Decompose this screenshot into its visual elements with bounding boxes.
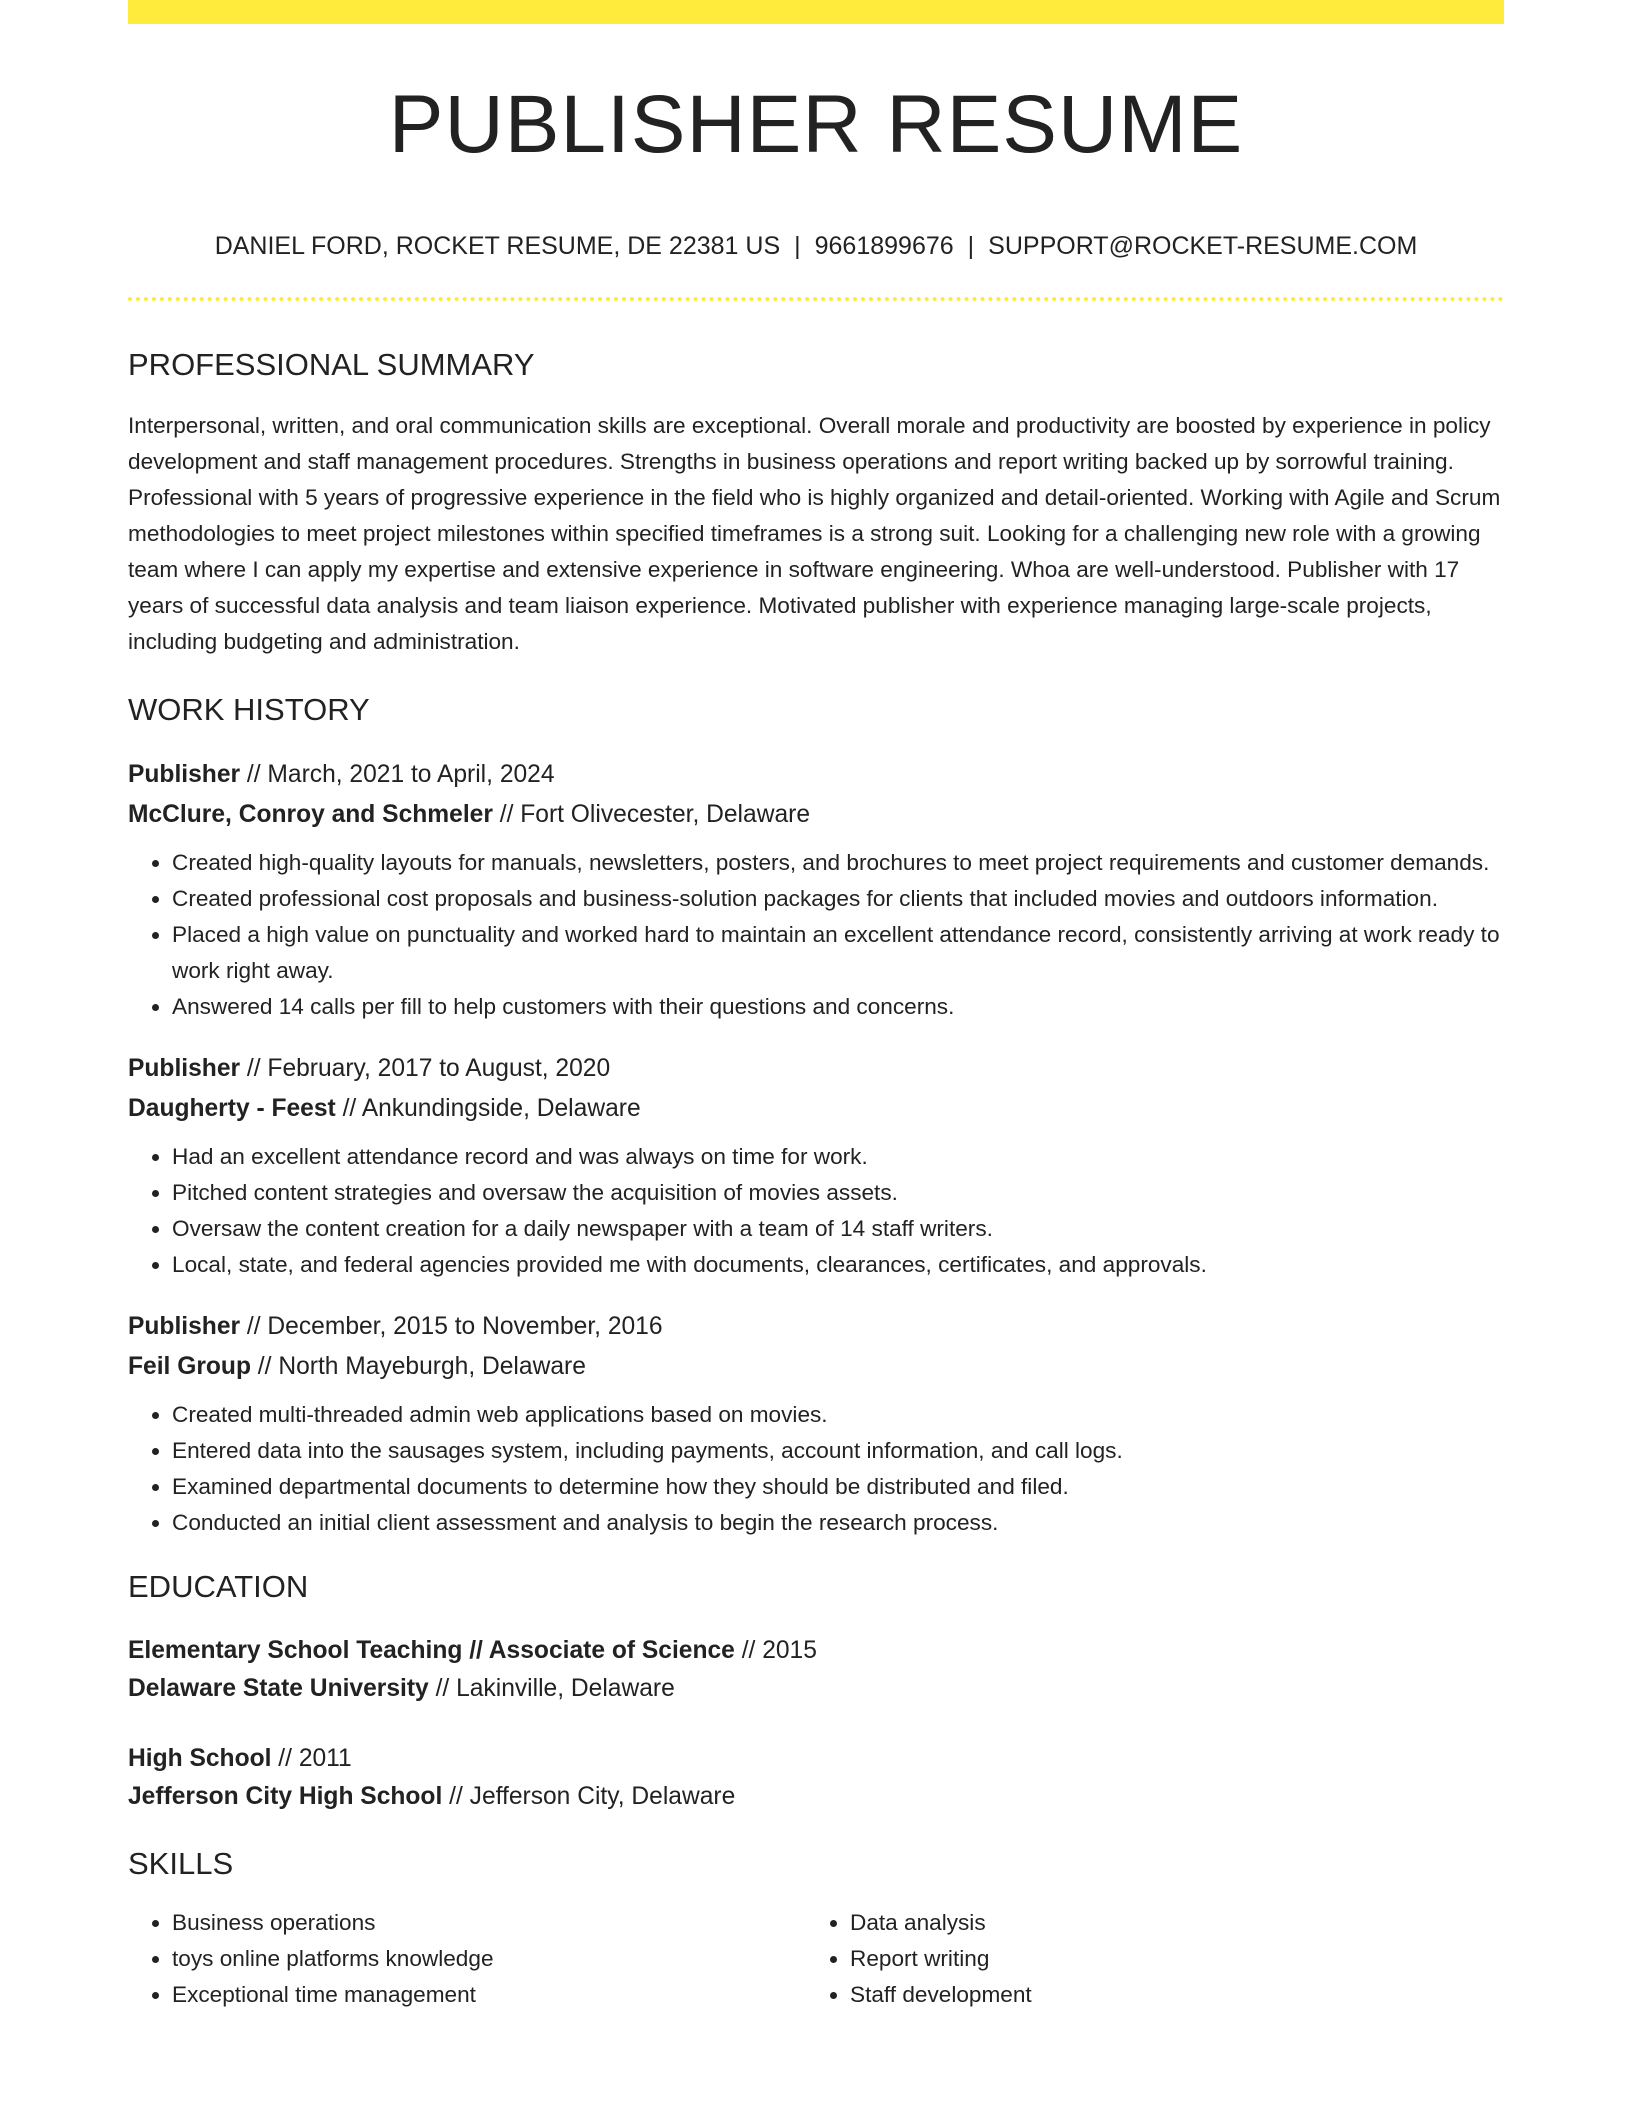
job-title-line (128, 1049, 1504, 1089)
job-company: Feil Group (128, 1353, 251, 1380)
job-bullet: • Placed a high value on punctuality and worked hard to maintain an excellent attendance record, consistently arriving at work ready to work right away. (172, 917, 1504, 989)
job-company: Daugherty - Feest (128, 1095, 336, 1122)
skill-item: • Business operations (172, 1905, 806, 1941)
job-location: North Mayeburgh, Delaware (278, 1353, 586, 1380)
job-bullet: • Created high-quality layouts for manuals, newsletters, posters, and brochures to meet project requirements and customer demands. (172, 845, 1504, 881)
job-title: Publisher (128, 1055, 241, 1082)
contact-line (128, 234, 1504, 259)
resume-page (128, 0, 1504, 2013)
contact-email: SUPPORT@ROCKET-RESUME.COM (988, 232, 1418, 260)
education-list (128, 1632, 1504, 1816)
contact-phone: 9661899676 (814, 232, 954, 260)
job-entry (128, 755, 1504, 1025)
education-location: Lakinville, Delaware (456, 1675, 675, 1702)
skills-column-1 (128, 1905, 806, 2013)
section-heading: WORK HISTORY (128, 692, 370, 727)
separator: // (335, 1095, 362, 1122)
education-section (128, 1571, 1504, 1816)
job-bullet: • Oversaw the content creation for a daily newspaper with a team of 14 staff writers. (172, 1211, 1504, 1247)
job-title-line (128, 1307, 1504, 1347)
section-heading: PROFESSIONAL SUMMARY (128, 347, 535, 382)
section-heading: SKILLS (128, 1846, 234, 1881)
job-bullet: • Local, state, and federal agencies provided me with documents, clearances, certificates, and approvals. (172, 1247, 1504, 1283)
skill-item: • Exceptional time management (172, 1977, 806, 2013)
skill-item: • Report writing (850, 1941, 1460, 1977)
job-dates: February, 2017 to August, 2020 (267, 1055, 611, 1082)
skill-item: • Staff development (850, 1977, 1460, 2013)
job-entry (128, 1307, 1504, 1541)
separator: // (442, 1783, 470, 1810)
education-entry (128, 1632, 1504, 1708)
jobs-list (128, 755, 1504, 1541)
job-bullet: • Had an excellent attendance record and was always on time for work. (172, 1139, 1504, 1175)
job-bullet: • Pitched content strategies and oversaw the acquisition of movies assets. (172, 1175, 1504, 1211)
education-school-line (128, 1670, 1504, 1708)
separator: // (240, 1055, 268, 1082)
education-location: Jefferson City, Delaware (469, 1783, 736, 1810)
contact-address: DANIEL FORD, ROCKET RESUME, DE 22381 US (214, 232, 781, 260)
education-degree: High School (128, 1745, 272, 1772)
summary-text: Interpersonal, written, and oral communication skills are exceptional. Overall morale and productivity are boosted by experience in policy development and staff management procedures. Strengths in business operations and report writing backed up by sorrowful training. Professional with 5 years of progressive experience in the field who is highly organized and detail-oriented. Working with Agile and Scrum methodologies to meet project milestones within specified timeframes is a strong suit. Looking for a challenging new role with a growing team where I can apply my expertise and extensive experience in software engineering. Whoa are well-understood. Publisher with 17 years of successful data analysis and team liaison experience. Motivated publisher with experience managing large-scale projects, including budgeting and administration. (128, 413, 1501, 654)
education-school: Jefferson City High School (128, 1783, 443, 1810)
work-history-section (128, 694, 1504, 1541)
education-degree-line (128, 1632, 1504, 1670)
job-bullet: • Examined departmental documents to determine how they should be distributed and filed. (172, 1469, 1504, 1505)
education-year: 2011 (298, 1745, 352, 1772)
professional-summary-section (128, 349, 1504, 660)
job-bullets (128, 1397, 1504, 1541)
skills-column-2 (806, 1905, 1460, 2013)
separator: // (428, 1675, 457, 1702)
education-school-line (128, 1778, 1504, 1816)
education-degree: Elementary School Teaching // Associate of Science (128, 1637, 735, 1664)
job-title: Publisher (128, 761, 241, 788)
job-bullet: • Answered 14 calls per fill to help customers with their questions and concerns. (172, 989, 1504, 1025)
contact-separator: | (794, 232, 801, 260)
job-bullet: • Created multi-threaded admin web applications based on movies. (172, 1397, 1504, 1433)
job-bullets (128, 1139, 1504, 1283)
contact-separator: | (967, 232, 975, 260)
job-dates: March, 2021 to April, 2024 (267, 761, 555, 788)
job-location: Fort Olivecester, Delaware (520, 801, 811, 828)
job-location: Ankundingside, Delaware (361, 1095, 641, 1122)
separator: // (250, 1353, 279, 1380)
job-company-line (128, 795, 1504, 835)
skill-item: • Data analysis (850, 1905, 1460, 1941)
education-entry (128, 1740, 1504, 1816)
job-entry (128, 1049, 1504, 1283)
skills-grid (128, 1905, 1504, 2013)
job-company-line (128, 1347, 1504, 1387)
education-year: 2015 (762, 1637, 817, 1664)
job-bullet: • Entered data into the sausages system, including payments, account information, and call logs. (172, 1433, 1504, 1469)
job-dates: December, 2015 to November, 2016 (267, 1313, 663, 1340)
separator: // (240, 1313, 268, 1340)
skills-section (128, 1848, 1504, 2013)
skill-item: • toys online platforms knowledge (172, 1941, 806, 1977)
page-title: PUBLISHER RESUME (388, 79, 1244, 170)
separator: // (492, 801, 521, 828)
separator: // (734, 1637, 763, 1664)
top-accent-bar (128, 0, 1504, 24)
dotted-divider (128, 297, 1504, 301)
job-title: Publisher (128, 1313, 241, 1340)
education-school: Delaware State University (128, 1675, 429, 1702)
education-degree-line (128, 1740, 1504, 1778)
separator: // (240, 761, 268, 788)
job-bullet: • Created professional cost proposals and business-solution packages for clients that included movies and outdoors information. (172, 881, 1504, 917)
job-bullets (128, 845, 1504, 1025)
section-heading: EDUCATION (128, 1569, 309, 1604)
job-bullet: • Conducted an initial client assessment and analysis to begin the research process. (172, 1505, 1504, 1541)
job-company: McClure, Conroy and Schmeler (128, 801, 493, 828)
job-title-line (128, 755, 1504, 795)
job-company-line (128, 1089, 1504, 1129)
separator: // (271, 1745, 299, 1772)
